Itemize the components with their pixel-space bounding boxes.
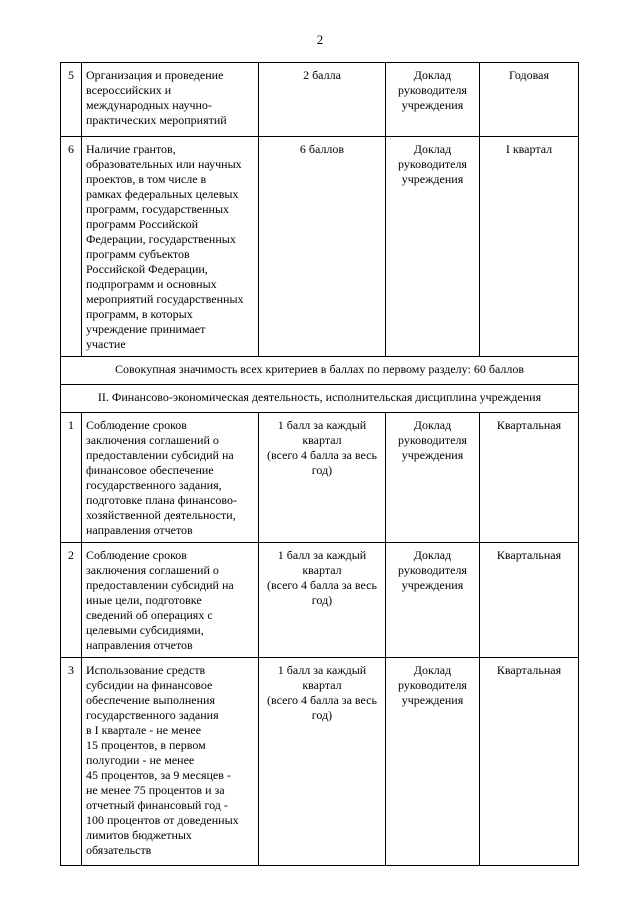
table-row <box>61 413 579 543</box>
section-title-row <box>61 385 579 413</box>
period-text: Годовая <box>509 68 549 82</box>
source-text: Доклад руководителя учреждения <box>398 663 467 707</box>
criteria-table <box>60 62 579 866</box>
criterion-text: Использование средств субсидии на финансовое обеспечение выполнения государственного задания в I квартале - не менее 15 процентов, в первом полугодии - не менее 45 процентов, за 9 месяцев - не менее 75 процентов и за отчетный финансовый год - 100 процентов от доведенных лимитов бюджетных обязательств <box>86 663 239 857</box>
row-number: 3 <box>61 658 82 866</box>
row-number: 5 <box>61 63 82 137</box>
section2-title: II. Финансово-экономическая деятельность, исполнительская дисциплина учреждения <box>61 385 579 413</box>
table-row <box>61 543 579 658</box>
period-text: I квартал <box>505 142 553 156</box>
source-text: Доклад руководителя учреждения <box>398 142 467 186</box>
score-text: 1 балл за каждый квартал (всего 4 балла за весь год) <box>267 663 377 722</box>
score-text: 2 балла <box>303 68 341 82</box>
score-text: 6 баллов <box>299 142 345 156</box>
source-text: Доклад руководителя учреждения <box>398 68 467 112</box>
criterion-text: Наличие грантов, образовательных или научных проектов, в том числе в рамках федеральных целевых программ, государственных программ Российской Федерации, государственных программ субъектов Российской Федерации, подпрограмм и основных мероприятий государственных программ, в которых учреждение принимает участие <box>86 142 244 351</box>
period-text: Квартальная <box>496 418 562 432</box>
criterion-text: Соблюдение сроков заключения соглашений о предоставлении субсидий на финансовое обеспечение государственного задания, подготовке плана финансово- хозяйственной деятельности, направления отчетов <box>86 418 238 537</box>
period-text: Квартальная <box>496 663 562 677</box>
row-number: 2 <box>61 543 82 658</box>
source-text: Доклад руководителя учреждения <box>398 548 467 592</box>
row-number: 6 <box>61 137 82 357</box>
table-row <box>61 658 579 866</box>
score-text: 1 балл за каждый квартал (всего 4 балла за весь год) <box>267 418 377 477</box>
criterion-text: Организация и проведение всероссийских и международных научно- практических мероприятий <box>86 68 227 127</box>
score-text: 1 балл за каждый квартал (всего 4 балла за весь год) <box>267 548 377 607</box>
table-row <box>61 137 579 357</box>
source-text: Доклад руководителя учреждения <box>398 418 467 462</box>
section-total-row <box>61 357 579 385</box>
criterion-text: Соблюдение сроков заключения соглашений о предоставлении субсидий на иные цели, подготовке сведений об операциях с целевыми субсидиями, направления отчетов <box>86 548 234 652</box>
page-number: 2 <box>316 32 324 47</box>
period-text: Квартальная <box>496 548 562 562</box>
section1-total: Совокупная значимость всех критериев в баллах по первому разделу: 60 баллов <box>61 357 579 385</box>
row-number: 1 <box>61 413 82 543</box>
table-row <box>61 63 579 137</box>
